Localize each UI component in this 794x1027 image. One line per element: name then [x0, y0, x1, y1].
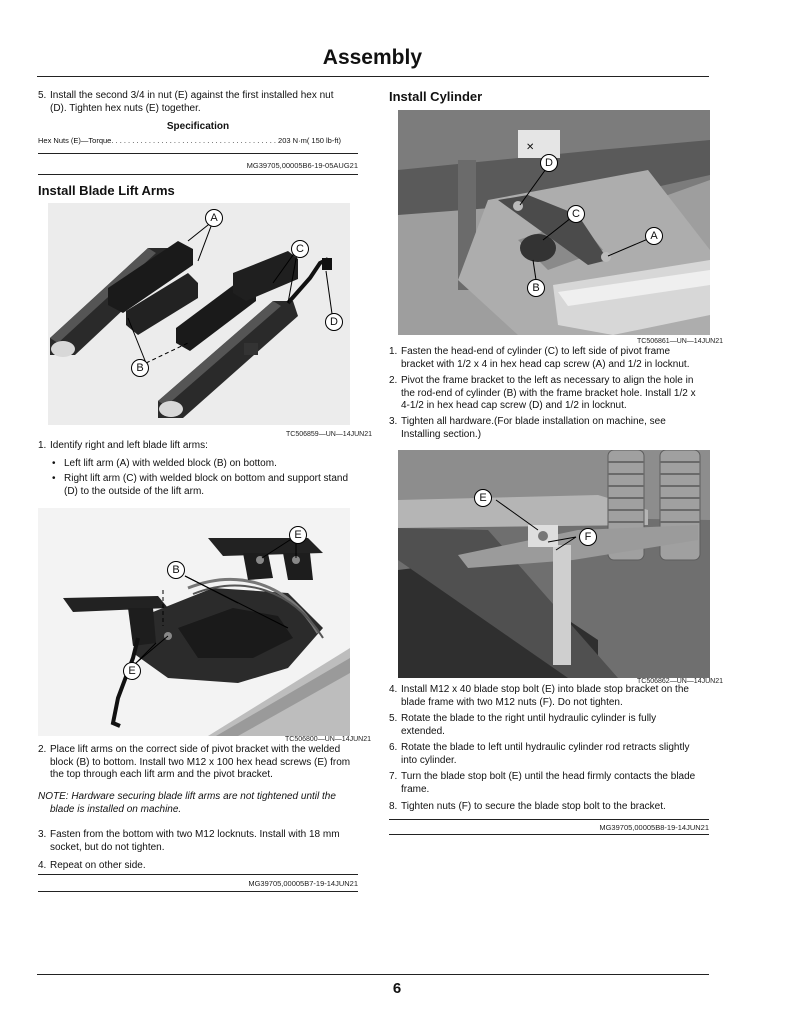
page-title-text: Assembly — [322, 46, 422, 69]
reference-code: MG39705,00005B8-19-14JUN21 — [599, 823, 709, 832]
step-line: Rotate the blade to the right until hydraulic cylinder is fully — [401, 713, 657, 724]
step-line: the top through each lift arm and the pivot bracket. — [50, 769, 273, 780]
step-line: Installing section.) — [401, 428, 482, 440]
callout-e: E — [289, 526, 307, 544]
step-line: Fasten the head-end of cylinder (C) to left side of pivot frame — [401, 346, 671, 357]
section-heading-cylinder: Install Cylinder — [389, 89, 483, 104]
step-text: Identify right and left blade lift arms: — [50, 440, 208, 451]
step-text — [401, 375, 696, 413]
figure-code: TC506800—UN—14JUN21 — [285, 736, 371, 743]
step-line: bracket with 1/2 x 4 in hex head cap screw (A) and 1/2 in locknut. — [401, 358, 690, 370]
step-line: Tighten all hardware.(For blade installation on machine, see — [401, 416, 666, 427]
step-line: Place lift arms on the correct side of pivot bracket with the welded — [50, 744, 341, 755]
callout-d: D — [325, 313, 343, 331]
spec-rule — [38, 153, 358, 154]
callout-c: C — [291, 240, 309, 258]
step-line: blade frame with two M12 nuts (F). Do not tighten. — [401, 696, 623, 708]
step-7 — [389, 771, 719, 798]
lift-arms-figure — [48, 203, 350, 425]
callout-b: B — [131, 359, 149, 377]
bullet-text — [64, 473, 348, 498]
step-line: Fasten from the bottom with two M12 locknuts. Install with 18 mm — [50, 829, 340, 840]
bullet-item — [52, 458, 362, 472]
reference-code: MG39705,00005B6-19-05AUG21 — [246, 161, 358, 170]
step-1 — [389, 346, 719, 373]
step-number: 3. — [38, 829, 47, 840]
figure-code: TC506861—UN—14JUN21 — [637, 338, 723, 345]
bullet-line: Right lift arm (C) with welded block on bottom and support stand — [64, 473, 349, 484]
bullet-text: Left lift arm (A) with welded block (B) on bottom. — [64, 458, 277, 469]
page-title — [0, 46, 748, 70]
step-text — [50, 829, 340, 854]
section-rule — [38, 891, 358, 892]
step-3 — [38, 829, 368, 855]
step-line: 4-1/2 in hex head cap screw (D) and 1/2 in locknut. — [401, 400, 627, 411]
svg-text:✕: ✕ — [526, 142, 535, 153]
note-line: NOTE: Hardware securing blade lift arms are not tightened until the — [38, 791, 336, 802]
step-6 — [389, 742, 719, 769]
step-line: Rotate the blade to left until hydraulic cylinder rod retracts slightly — [401, 742, 690, 753]
step-line: block (B) to bottom. Install two M12 x 100 hex head screws (E) from — [50, 756, 351, 768]
step-text — [401, 771, 695, 796]
callout-e: E — [474, 489, 492, 507]
callout-d: D — [540, 154, 558, 172]
step-text: Repeat on other side. — [50, 860, 146, 871]
reference-code: MG39705,00005B7-19-14JUN21 — [248, 879, 358, 888]
step-number: 2. — [389, 375, 398, 386]
step-number: 3. — [389, 416, 398, 427]
note — [38, 791, 368, 817]
section-rule — [38, 874, 358, 875]
callout-e: E — [123, 662, 141, 680]
callout-f: F — [579, 528, 597, 546]
step-number: 1. — [389, 346, 398, 357]
step-line: socket, but do not tighten. — [50, 841, 165, 853]
step-4 — [389, 684, 719, 711]
cylinder-steps — [389, 346, 719, 440]
step-text — [401, 346, 690, 371]
step-5 — [38, 90, 368, 116]
step-line: the rod-end of cylinder (B) with the frame bracket hole. Install 1/2 x — [401, 387, 696, 399]
step-2 — [38, 744, 368, 784]
step-text — [50, 90, 334, 115]
step-number: 5. — [389, 713, 398, 724]
section-rule — [389, 819, 709, 820]
step-5 — [389, 713, 719, 740]
note-line: blade is installed on machine. — [50, 803, 182, 815]
step-line: frame. — [401, 783, 430, 795]
step-number: 5. — [38, 90, 47, 101]
step-1 — [38, 440, 368, 454]
step-line: extended. — [401, 725, 445, 737]
step-text — [401, 713, 656, 738]
callout-c: C — [567, 205, 585, 223]
step-text — [401, 684, 689, 709]
step-text — [50, 744, 350, 782]
step-3 — [389, 416, 719, 443]
bullet-mark: • — [52, 458, 56, 469]
figure-code: TC506862—UN—14JUN21 — [637, 678, 723, 685]
step-number: 6. — [389, 742, 398, 753]
spec-heading: Specification — [166, 121, 230, 132]
step-text — [401, 742, 689, 767]
step-number: 4. — [38, 860, 47, 871]
step-number: 8. — [389, 801, 398, 812]
step-line: Tighten nuts (F) to secure the blade stop bolt to the bracket. — [401, 801, 666, 812]
step-line: Turn the blade stop bolt (E) until the head firmly contacts the blade — [401, 771, 696, 782]
step-line: (D). Tighten hex nuts (E) together. — [50, 102, 201, 114]
step-text — [401, 801, 666, 814]
blade-stop-steps — [389, 684, 719, 816]
figure-code: TC506859—UN—14JUN21 — [286, 431, 372, 438]
bullet-item — [52, 473, 362, 499]
callout-a: A — [205, 209, 223, 227]
step-8 — [389, 801, 719, 816]
bullet-line: (D) to the outside of the lift arm. — [64, 485, 205, 497]
section-rule — [38, 174, 358, 175]
callout-b: B — [527, 279, 545, 297]
step-number: 4. — [389, 684, 398, 695]
step-number: 7. — [389, 771, 398, 782]
step-number: 1. — [38, 440, 47, 451]
callout-b: B — [167, 561, 185, 579]
blade-stop-figure — [398, 450, 710, 678]
step-text — [401, 416, 666, 441]
step-line: Pivot the frame bracket to the left as necessary to align the hole in — [401, 375, 694, 386]
step-number: 2. — [38, 744, 47, 755]
step-2 — [389, 375, 719, 415]
section-heading-lift-arms: Install Blade Lift Arms — [38, 183, 175, 198]
section-rule — [389, 834, 709, 835]
bullet-mark: • — [52, 473, 56, 484]
page-number: 6 — [392, 980, 402, 997]
spec-row: Hex Nuts (E)—Torque. . . . . . . . . . . . . . . . . . . . . . . . . . . . . . . . . . . . . . . . 203 N·m( 150 lb-ft) — [38, 136, 341, 145]
footer-rule — [37, 974, 709, 975]
step-line: into cylinder. — [401, 754, 457, 766]
cylinder-figure — [398, 110, 710, 335]
title-rule — [37, 76, 709, 77]
callout-a: A — [645, 227, 663, 245]
step-4 — [38, 860, 368, 874]
step-line: Install M12 x 40 blade stop bolt (E) into blade stop bracket on the — [401, 684, 689, 695]
step-line: Install the second 3/4 in nut (E) against the first installed hex nut — [50, 90, 334, 101]
